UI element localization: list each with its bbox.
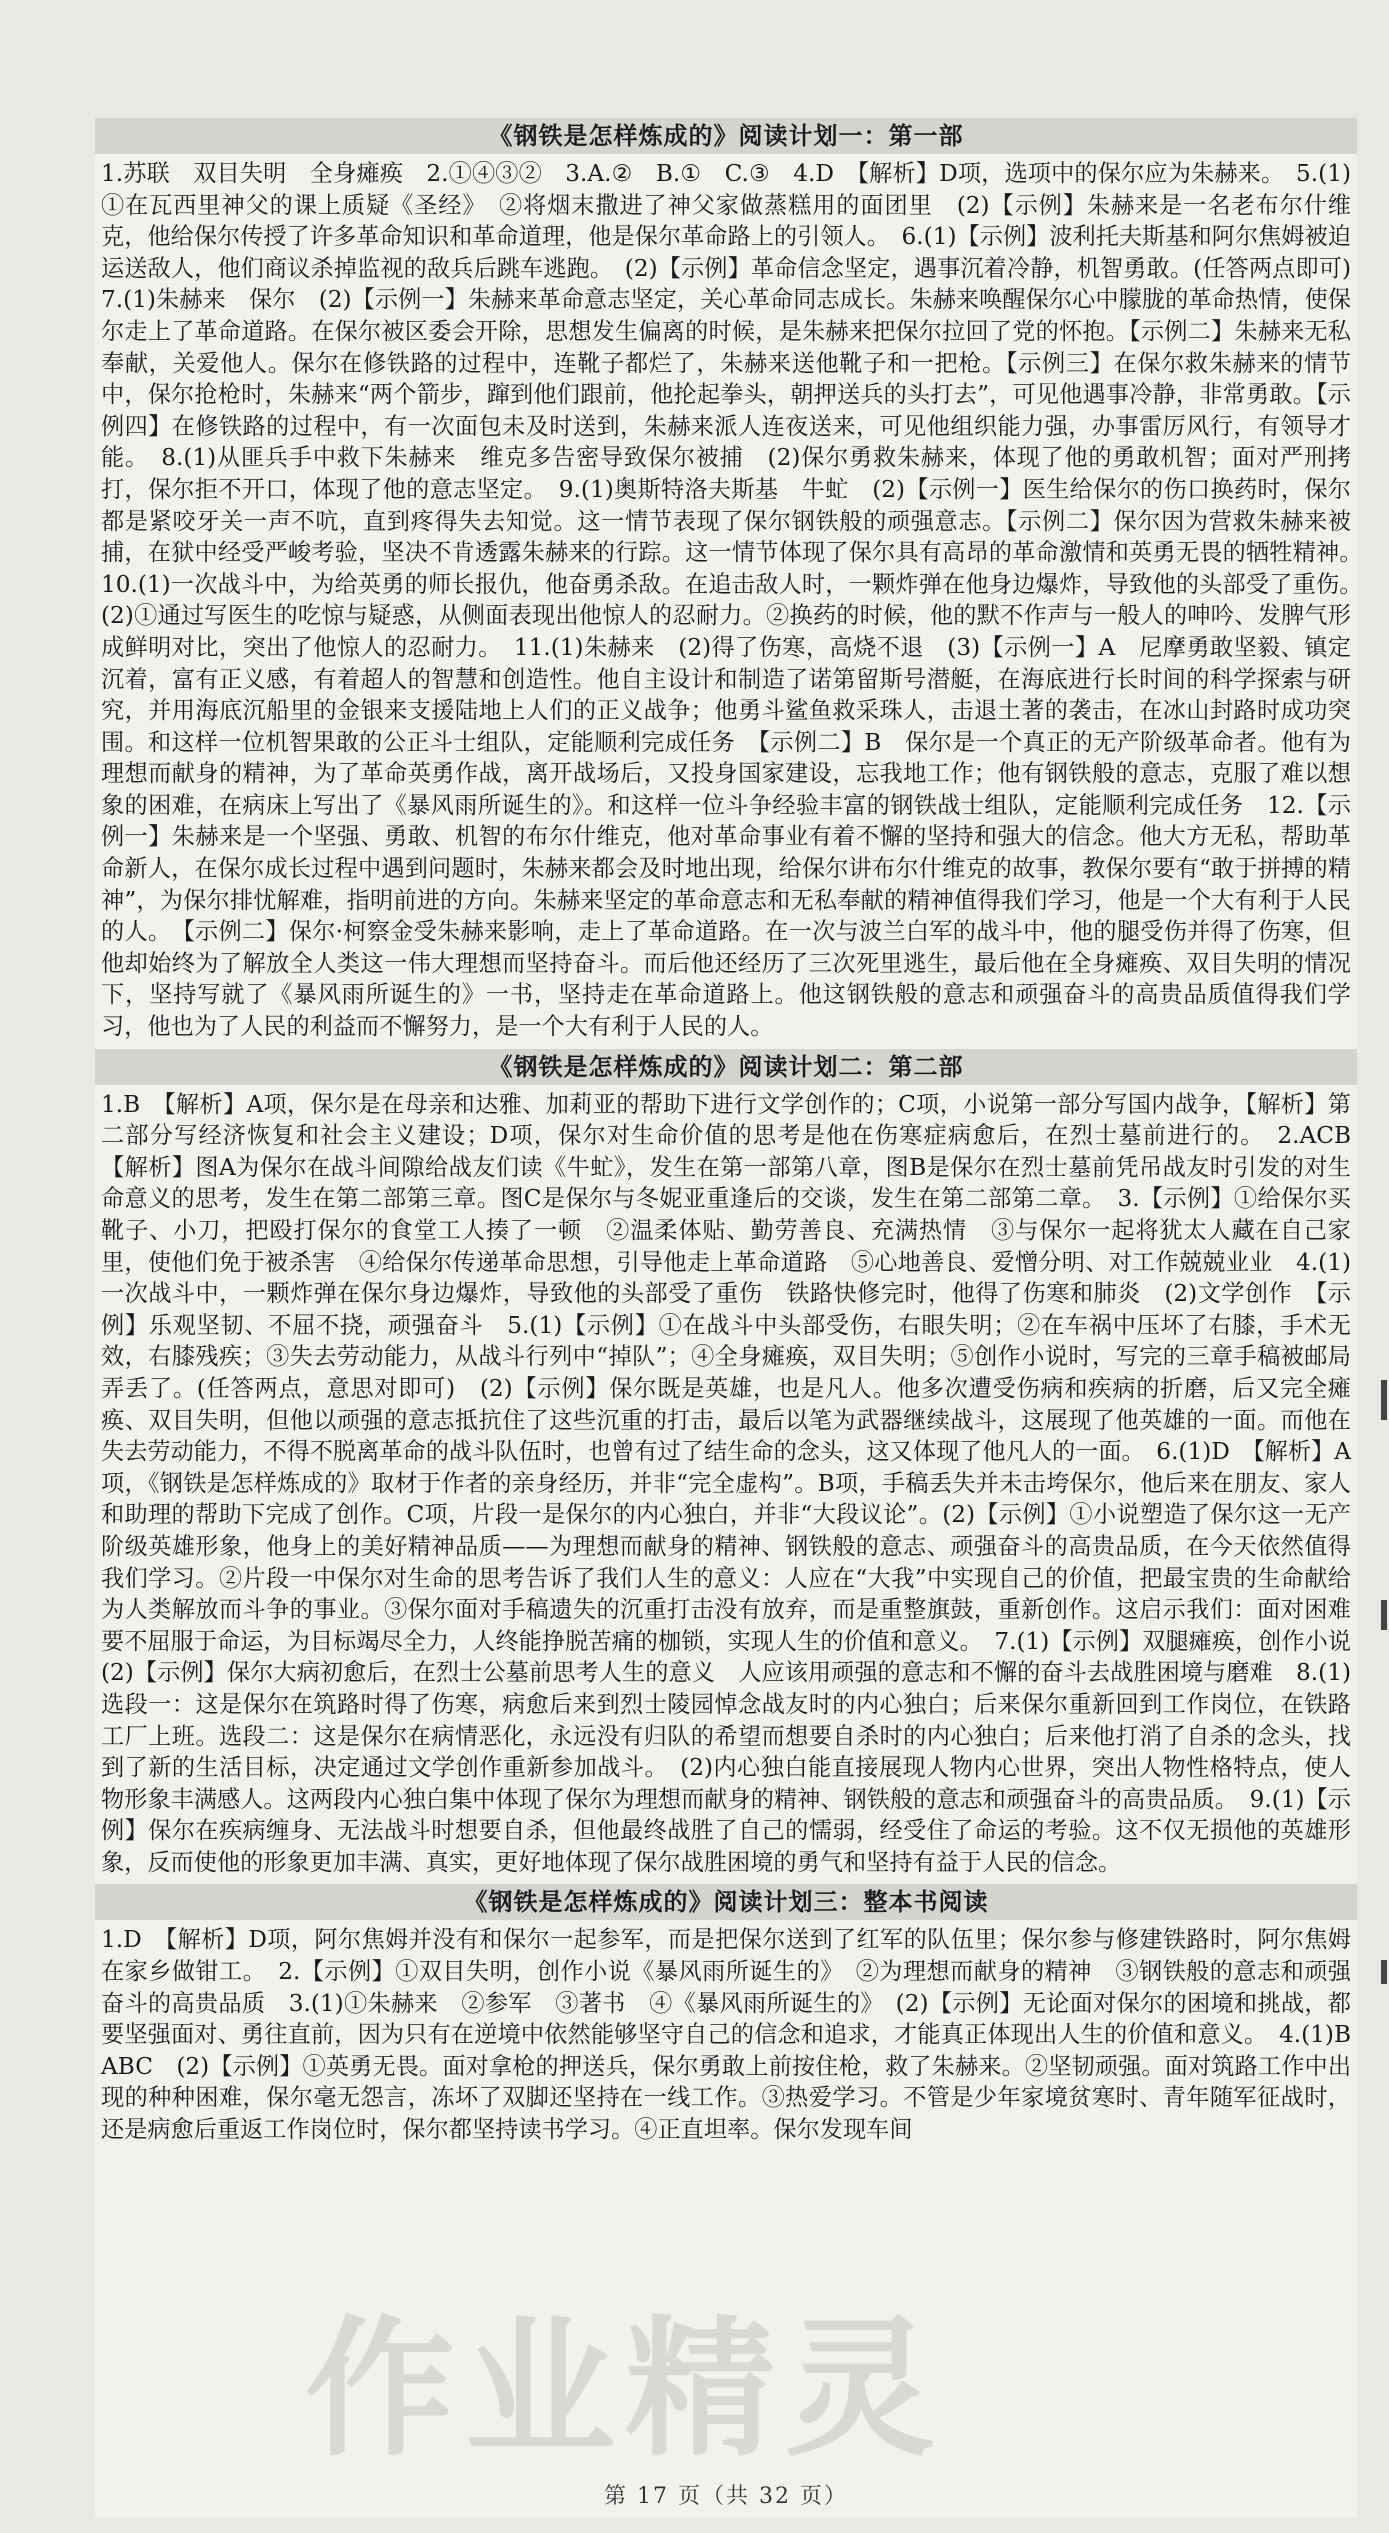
edge-mark: [1381, 1960, 1387, 1984]
section-answers: 1.B 【解析】A项，保尔是在母亲和达雅、加莉亚的帮助下进行文学创作的；C项，小说第一部分写国内战争，【解析】第二部分写经济恢复和社会主义建设；D项，保尔对生命价值的思考是他在伤寒症病愈后，在烈士墓前进行的。 2.ACB 【解析】图A为保尔在战斗间隙给战友们读《牛虻》，发生在第一部第八章，图B是保尔在烈士墓前凭吊战友时引发的对生命意义的思考，发生在第二部第三章。图C是保尔与冬妮亚重逢后的交谈，发生在第二部第二章。 3.【示例】①给保尔买靴子、小刀，把殴打保尔的食堂工人揍了一顿 ②温柔体贴、勤劳善良、充满热情 ③与保尔一起将犹太人藏在自己家里，使他们免于被杀害 ④给保尔传递革命思想，引导他走上革命道路 ⑤心地善良、爱憎分明、对工作兢兢业业 4.(1)一次战斗中，一颗炸弹在保尔身边爆炸，导致他的头部受了重伤 铁路快修完时，他得了伤寒和肺炎 (2)文学创作 【示例】乐观坚韧、不屈不挠，顽强奋斗 5.(1)【示例】①在战斗中头部受伤，右眼失明；②在车祸中压坏了右膝，手术无效，右膝残疾；③失去劳动能力，从战斗行列中“掉队”；④全身瘫痪，双目失明；⑤创作小说时，写完的三章手稿被邮局弄丢了。(任答两点，意思对即可) (2)【示例】保尔既是英雄，也是凡人。他多次遭受伤病和疾病的折磨，后又完全瘫痪、双目失明，但他以顽强的意志抵抗住了这些沉重的打击，最后以笔为武器继续战斗，这展现了他英雄的一面。而他在失去劳动能力，不得不脱离革命的战斗队伍时，也曾有过了结生命的念头，这又体现了他凡人的一面。 6.(1)D 【解析】A项，《钢铁是怎样炼成的》取材于作者的亲身经历，并非“完全虚构”。B项，手稿丢失并未击垮保尔，他后来在朋友、家人和助理的帮助下完成了创作。C项，片段一是保尔的内心独白，并非“大段议论”。(2)【示例】①小说塑造了保尔这一无产阶级英雄形象，他身上的美好精神品质——为理想而献身的精神、钢铁般的意志、顽强奋斗的高贵品质，在今天依然值得我们学习。②片段一中保尔对生命的思考告诉了我们人生的意义：人应在“大我”中实现自己的价值，把最宝贵的生命献给为人类解放而斗争的事业。③保尔面对手稿遗失的沉重打击没有放弃，而是重整旗鼓，重新创作。这启示我们：面对困难要不屈服于命运，为目标竭尽全力，人终能挣脱苦痛的枷锁，实现人生的价值和意义。 7.(1)【示例】双腿瘫痪，创作小说 (2)【示例】保尔大病初愈后，在烈士公墓前思考人生的意义 人应该用顽强的意志和不懈的奋斗去战胜困境与磨难 8.(1)选段一：这是保尔在筑路时得了伤寒，病愈后来到烈士陵园悼念战友时的内心独白；后来保尔重新回到工作岗位，在铁路工厂上班。选段二：这是保尔在病情恶化，永远没有归队的希望而想要自杀时的内心独白；后来他打消了自杀的念头，找到了新的生活目标，决定通过文学创作重新参加战斗。 (2)内心独白能直接展现人物内心世界，突出人物性格特点，使人物形象丰满感人。这两段内心独白集中体现了保尔为理想而献身的精神、钢铁般的意志和顽强奋斗的高贵品质。 9.(1)【示例】保尔在疾病缠身、无法战斗时想要自杀，但他最终战胜了自己的懦弱，经受住了命运的考验。这不仅无损他的英雄形象，反而使他的形象更加丰满、真实，更好地体现了保尔战胜困境的勇气和坚持有益于人民的信念。: [101, 1090, 1375, 1876]
reading-plan-1: [95, 118, 1375, 1049]
section-answers: 1.苏联 双目失明 全身瘫痪 2.①④③② 3.A.② B.① C.③ 4.D 【解析】D项，选项中的保尔应为朱赫来。 5.(1)①在瓦西里神父的课上质疑《圣经》 ②将烟末撒进了神父家做蒸糕用的面团里 (2)【示例】朱赫来是一名老布尔什维克，他给保尔传授了许多革命知识和革命道理，他是保尔革命路上的引领人。 6.(1)【示例】波利托夫斯基和阿尔焦姆被迫运送敌人，他们商议杀掉监视的敌兵后跳车逃跑。 (2)【示例】革命信念坚定，遇事沉着冷静，机智勇敢。(任答两点即可) 7.(1)朱赫来 保尔 (2)【示例一】朱赫来革命意志坚定，关心革命同志成长。朱赫来唤醒保尔心中朦胧的革命热情，使保尔走上了革命道路。在保尔被区委会开除，思想发生偏离的时候，是朱赫来把保尔拉回了党的怀抱。【示例二】朱赫来无私奉献，关爱他人。保尔在修铁路的过程中，连靴子都烂了，朱赫来送他靴子和一把枪。【示例三】在保尔救朱赫来的情节中，保尔抢枪时，朱赫来“两个箭步，蹿到他们跟前，他抡起拳头，朝押送兵的头打去”，可见他遇事冷静，非常勇敢。【示例四】在修铁路的过程中，有一次面包未及时送到，朱赫来派人连夜送来，可见他组织能力强，办事雷厉风行，有领导才能。 8.(1)从匪兵手中救下朱赫来 维克多告密导致保尔被捕 (2)保尔勇救朱赫来，体现了他的勇敢机智；面对严刑拷打，保尔拒不开口，体现了他的意志坚定。 9.(1)奥斯特洛夫斯基 牛虻 (2)【示例一】医生给保尔的伤口换药时，保尔都是紧咬牙关一声不吭，直到疼得失去知觉。这一情节表现了保尔钢铁般的顽强意志。【示例二】保尔因为营救朱赫来被捕，在狱中经受严峻考验，坚决不肯透露朱赫来的行踪。这一情节体现了保尔具有高昂的革命激情和英勇无畏的牺牲精神。 10.(1)一次战斗中，为给英勇的师长报仇，他奋勇杀敌。在追击敌人时，一颗炸弹在他身边爆炸，导致他的头部受了重伤。 (2)①通过写医生的吃惊与疑惑，从侧面表现出他惊人的忍耐力。②换药的时候，他的默不作声与一般人的呻吟、发脾气形成鲜明对比，突出了他惊人的忍耐力。 11.(1)朱赫来 (2)得了伤寒，高烧不退 (3)【示例一】A 尼摩勇敢坚毅、镇定沉着，富有正义感，有着超人的智慧和创造性。他自主设计和制造了诺第留斯号潜艇，在海底进行长时间的科学探索与研究，并用海底沉船里的金银来支援陆地上人们的正义战争；他勇斗鲨鱼救采珠人，击退土著的袭击，在冰山封路时成功突围。和这样一位机智果敢的公正斗士组队，定能顺利完成任务 【示例二】B 保尔是一个真正的无产阶级革命者。他有为理想而献身的精神，为了革命英勇作战，离开战场后，又投身国家建设，忘我地工作；他有钢铁般的意志，克服了难以想象的困难，在病床上写出了《暴风雨所诞生的》。和这样一位斗争经验丰富的钢铁战士组队，定能顺利完成任务 12.【示例一】朱赫来是一个坚强、勇敢、机智的布尔什维克，他对革命事业有着不懈的坚持和强大的信念。他大方无私，帮助革命新人，在保尔成长过程中遇到问题时，朱赫来都会及时地出现，给保尔讲布尔什维克的故事，教保尔要有“敢于拼搏的精神”，为保尔排忧解难，指明前进的方向。朱赫来坚定的革命意志和无私奉献的精神值得我们学习，他是一个大有利于人民的人。 【示例二】保尔·柯察金受朱赫来影响，走上了革命道路。在一次与波兰白军的战斗中，他的腿受伤并得了伤寒，但他却始终为了解放全人类这一伟大理想而坚持奋斗。而后他还经历了三次死里逃生，最后他在全身瘫痪、双目失明的情况下，坚持写就了《暴风雨所诞生的》一书，坚持走在革命道路上。他这钢铁般的意志和顽强奋斗的高贵品质值得我们学习，他也为了人民的利益而不懈努力，是一个大有利于人民的人。: [101, 160, 1375, 1041]
reading-plan-3: [95, 1884, 1375, 2151]
section-title: 《钢铁是怎样炼成的》阅读计划一：第一部: [95, 118, 1357, 154]
section-title: 《钢铁是怎样炼成的》阅读计划三：整本书阅读: [95, 1884, 1357, 1920]
watermark: 作业精灵: [305, 2303, 946, 2477]
answer-page: [95, 118, 1375, 2518]
edge-mark: [1381, 1600, 1387, 1630]
reading-plan-2: [95, 1049, 1375, 1885]
page-number: 第 17 页（共 32 页）: [604, 2484, 848, 2509]
section-title: 《钢铁是怎样炼成的》阅读计划二：第二部: [95, 1049, 1357, 1085]
edge-mark: [1381, 1380, 1387, 1420]
section-answers: 1.D 【解析】D项，阿尔焦姆并没有和保尔一起参军，而是把保尔送到了红军的队伍里；保尔参与修建铁路时，阿尔焦姆在家乡做钳工。 2.【示例】①双目失明，创作小说《暴风雨所诞生的》 ②为理想而献身的精神 ③钢铁般的意志和顽强奋斗的高贵品质 3.(1)①朱赫来 ②参军 ③著书 ④《暴风雨所诞生的》 (2)【示例】无论面对保尔的困境和挑战，都要坚强面对、勇往直前，因为只有在逆境中依然能够坚守自己的信念和追求，才能真正体现出人生的价值和意义。 4.(1)B ABC (2)【示例】①英勇无畏。面对拿枪的押送兵，保尔勇敢上前按住枪，救了朱赫来。②坚韧顽强。面对筑路工作中出现的种种困难，保尔毫无怨言，冻坏了双脚还坚持在一线工作。③热爱学习。不管是少年家境贫寒时、青年随军征战时，还是病愈后重返工作岗位时，保尔都坚持读书学习。④正直坦率。保尔发现车间: [101, 1926, 1375, 2144]
